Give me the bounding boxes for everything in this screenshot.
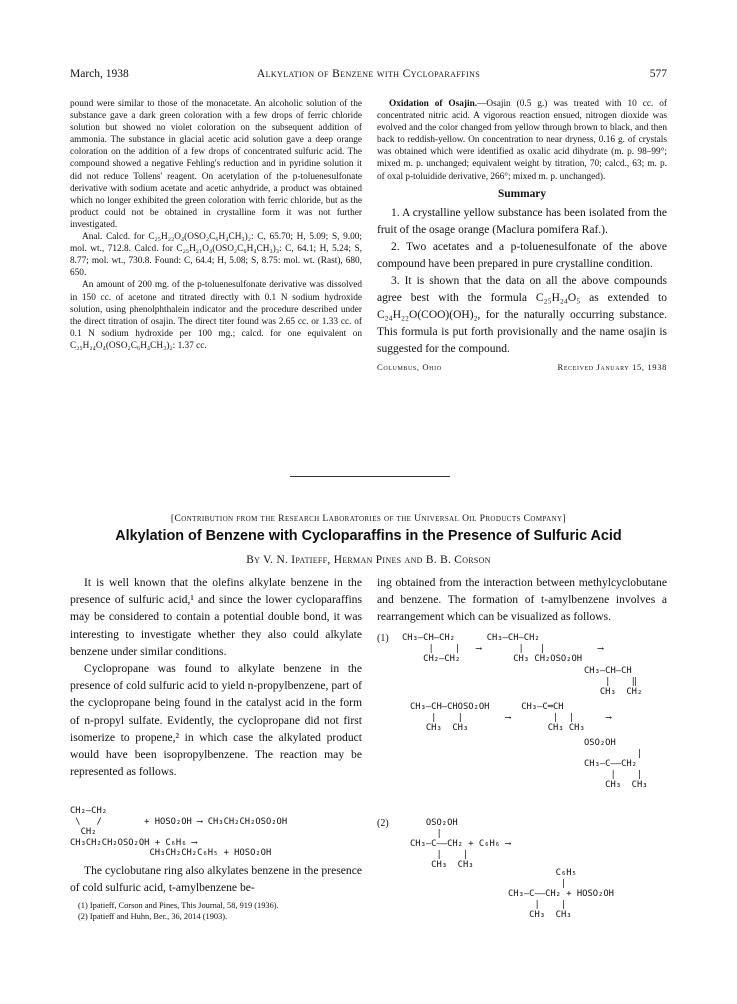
scheme-2-reactants: OSO₂OH | CH₃—C——CH₂ + C₆H₆ ⟶ | | CH₃ CH₃ xyxy=(410,818,511,870)
paragraph: It is well known that the olefins alkylate benzene in the presence of sulfuric acid,¹ and since the lower cycloparaffins may be considered to contain a potential double bond, it was interesting to investigate whether they also could alkylate benzene under similar conditions. xyxy=(70,576,362,658)
paragraph: pound were similar to those of the monacetate. An alcoholic solution of the substance gave a dark green coloration with a few drops of ferric chloride solution but showed no violet coloration on the subsequent addition of ammonia. The substance in glacial acetic acid solution gave a deep orange coloration on the addition of a few drops of concentrated sulfuric acid. The compound showed a negative Fehling's reduction and in pyridine solution it did not reduce Tollens' reagent. On acetylation of the p-toluenesulfonate derivative with sodium acetate and acetic anhydride, a product was obtained which no longer exhibited the green coloration with ferric chloride, but as the product could not be obtained in crystalline form it was not further investigated. xyxy=(70,99,362,230)
article-title: Alkylation of Benzene with Cycloparaffins in the Presence of Sulfuric Acid xyxy=(115,528,622,544)
location: Columbus, Ohio xyxy=(377,361,442,372)
analysis-paragraph: Anal. Calcd. for C₂₅H₂₂O₄(OSO₂C₆H₄CH₃)₂: C, 65.70; H, 5.09; S, 9.00; mol. wt., 712.8. Calcd. for C₂₅H₂₁O₄(OSO₂C₆H₄CH₃)₃: C, 64.1; H, 5.24; S, 8.77; mol. wt., 730.8. Found: C, 64.4; H, 5.08; S, 8.75: mol. wt. (Rast), 680, 650. xyxy=(70,232,362,279)
contribution-line: [Contribution from the Research Laboratories of the Universal Oil Products Company] xyxy=(170,513,567,524)
scheme-1-step-2: CH₃—CH—CH | ‖ CH₃ CH₂ xyxy=(584,666,643,697)
footnote-2: (2) Ipatieff and Huhn, Ber., 36, 2014 (1903). xyxy=(78,912,228,921)
left-bottom-continued xyxy=(70,862,362,896)
oxidation-paragraph: Oxidation of Osajin.—Osajin (0.5 g.) was treated with 10 cc. of concentrated nitric acid. A vigorous reaction ensued, nitrogen dioxide was evolved and the color changed from yellow through brown to black, and then back to reddish-yellow. On concentration to near dryness, 0.16 g. of crystals was obtained which were identified as oxalic acid dihydrate (m. p. 98–99°; mixed m. p. unchanged; equivalent weight by titration, 70; calcd., 63; m. p. of oxal p-toluidide derivative, 266°; mixed m. p. unchanged). xyxy=(377,99,667,182)
paragraph: Cyclopropane was found to alkylate benzene in the presence of cold sulfuric acid to yield n-propylbenzene, part of the cyclopropane being found in the catalyst acid in the form of n-propyl sulfate. Evidently, the cyclopropane did not first isomerize to propene,² in which case the alkylated product would have been isopropylbenzene. The reaction may be represented as follows. xyxy=(70,662,362,779)
right-bottom-column xyxy=(377,574,667,626)
paragraph: The cyclobutane ring also alkylates benzene in the presence of cold sulfuric acid, t-amylbenzene be- xyxy=(70,864,362,895)
right-top-column xyxy=(377,98,667,372)
equation-label-2: (2) xyxy=(377,818,389,829)
page-number: 577 xyxy=(649,68,667,80)
received-date: Received January 15, 1938 xyxy=(557,361,667,372)
section-divider xyxy=(290,476,450,477)
scheme-1-step-4: OSO₂OH | CH₃—C——CH₂ | | CH₃ CH₃ xyxy=(584,738,648,790)
paragraph: ing obtained from the interaction between methylcyclobutane and benzene. The formation of t-amylbenzene involves a rearrangement which can be visualized as follows. xyxy=(377,576,667,624)
reaction-equation-cyclopropane: CH₂—CH₂ \ / + HOSO₂OH ⟶ CH₃CH₂CH₂OSO₂OH CH₂ CH₃CH₂CH₂OSO₂OH + C₆H₆ ⟶ CH₃CH₂CH₂C₆H₅ + HOSO₂OH xyxy=(70,806,288,858)
scheme-1-step-3: CH₃—CH—CHOSO₂OH CH₃—C═CH | | ⟶ | | ⟶ CH₃ CH₃ CH₃ CH₃ xyxy=(410,702,612,733)
left-bottom-column xyxy=(70,574,362,780)
oxidation-heading: Oxidation of Osajin. xyxy=(389,99,478,109)
header-date: March, 1938 xyxy=(70,68,129,80)
header-title: Alkylation of Benzene with Cycloparaffins xyxy=(256,68,481,80)
scheme-2-products: C₆H₅ | CH₃—C——CH₂ + HOSO₂OH | | CH₃ CH₃ xyxy=(508,868,614,920)
running-header xyxy=(70,68,667,84)
footnotes xyxy=(78,900,368,922)
paragraph: An amount of 200 mg. of the p-toluenesulfonate derivative was dissolved in 150 cc. of acetone and titrated directly with 0.1 N sodium hydroxide solution, using phenolphthalein indicator and the procedure described under the direct titration of osajin. The direct titer found was 2.65 cc. or 1.33 cc. of 0.1 N sodium hydroxide per 100 mg.; calcd. for one equivalent on C₂₅H₂₄O₄(OSO₂C₆H₄CH₃)₂: 1.37 cc. xyxy=(70,280,362,351)
footnote-1: (1) Ipatieff, Corson and Pines, This Journal, 58, 919 (1936). xyxy=(78,901,279,910)
summary-heading: Summary xyxy=(497,187,547,200)
left-top-column xyxy=(70,98,362,352)
signature-line xyxy=(377,362,667,372)
summary-item-2: 2. Two acetates and a p-toluenesulfonate of the above compound have been prepared in pure crystalline condition. xyxy=(377,240,667,270)
summary-item-3: 3. It is shown that the data on all the above compounds agree best with the formula C₂₅H₂₄O₅ as extended to C₂₄H₂₂O(COO)(OH)₂, for the naturally occurring substance. This formula is put forth provisionally and the name osajin is suggested for the compound. xyxy=(377,274,667,355)
summary-item-1: 1. A crystalline yellow substance has been isolated from the fruit of the osage orange (Maclura pomifera Raf.). xyxy=(377,206,667,236)
scheme-1-step-1: CH₃—CH—CH₂ CH₃—CH—CH₂ | | ⟶ | | ⟶ CH₂—CH₂ CH₃ CH₂OSO₂OH xyxy=(402,633,604,664)
equation-label-1: (1) xyxy=(377,633,389,644)
article-authors: By V. N. Ipatieff, Herman Pines and B. B. Corson xyxy=(246,554,491,566)
